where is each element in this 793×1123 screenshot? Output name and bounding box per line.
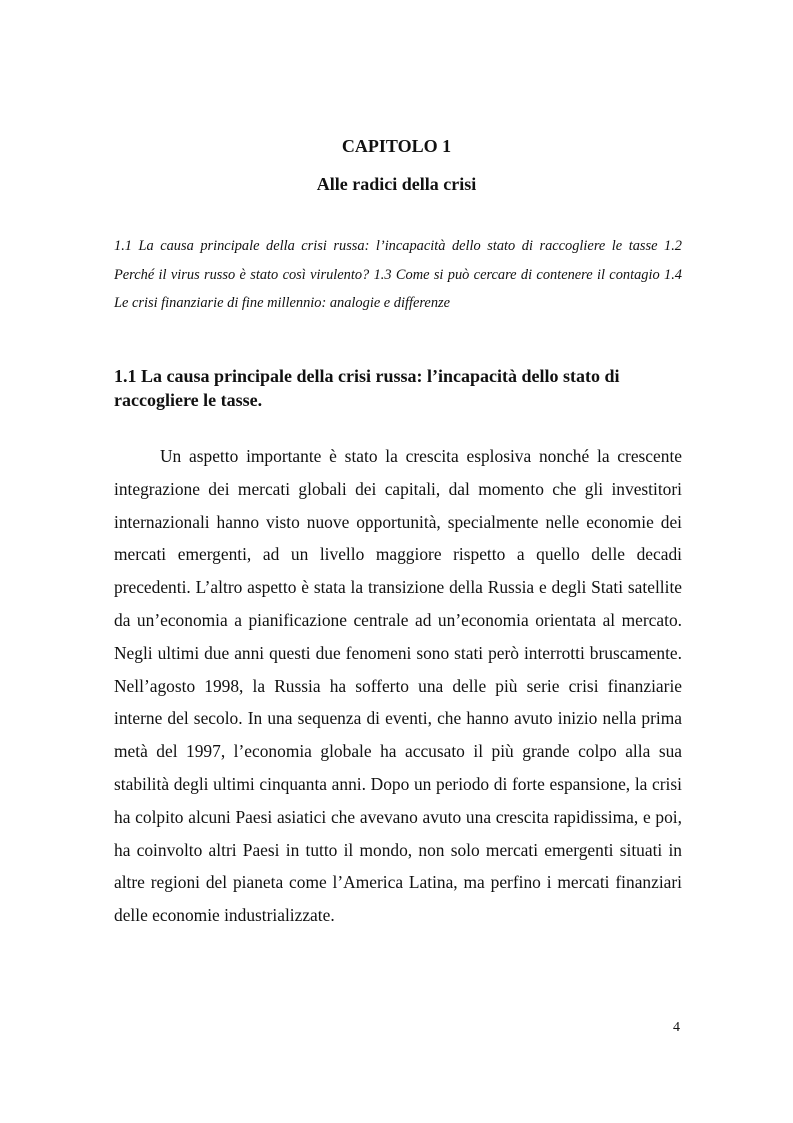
chapter-contents-summary: 1.1 La causa principale della crisi russa: l’incapacità dello stato di raccogliere le tasse 1.2 Perché il virus russo è stato così virulento? 1.3 Come si può cercare di contenere il contagio 1.4 Le crisi finanziarie di fine millennio: analogie e differenze [114, 238, 682, 311]
chapter-title: Alle radici della crisi [316, 174, 477, 194]
section-paragraph: Un aspetto importante è stato la crescita esplosiva nonché la crescente integrazione dei mercati globali dei capitali, dal momento che gli investitori internazionali hanno visto nuove opportunità, specialmente nelle economie dei mercati emergenti, ad un livello maggiore rispetto a quello delle decadi precedenti. L’altro aspetto è stata la transizione della Russia e degli Stati satellite da un’economia a pianificazione centrale ad un’economia orientata al mercato. Negli ultimi due anni questi due fenomeni sono stati però interrotti bruscamente. Nell’agosto 1998, la Russia ha sofferto una delle più serie crisi finanziarie interne del secolo. In una sequenza di eventi, che hanno avuto inizio nella prima metà del 1997, l’economia globale ha accusato il più grande colpo alla sua stabilità degli ultimi cinquanta anni. Dopo un periodo di forte espansione, la crisi ha colpito alcuni Paesi asiatici che avevano avuto una crescita rapidissima, e poi, ha coinvolto altri Paesi in tutto il mondo, non solo mercati emergenti situati in altre regioni del pianeta come l’America Latina, ma perfino i mercati finanziari delle economie industrializzate. [114, 446, 682, 926]
chapter-label: CAPITOLO 1 [341, 136, 452, 156]
section-heading: 1.1 La causa principale della crisi russa: l’incapacità dello stato di raccogliere le tasse. [114, 366, 620, 410]
page-number: 4 [673, 1020, 680, 1035]
